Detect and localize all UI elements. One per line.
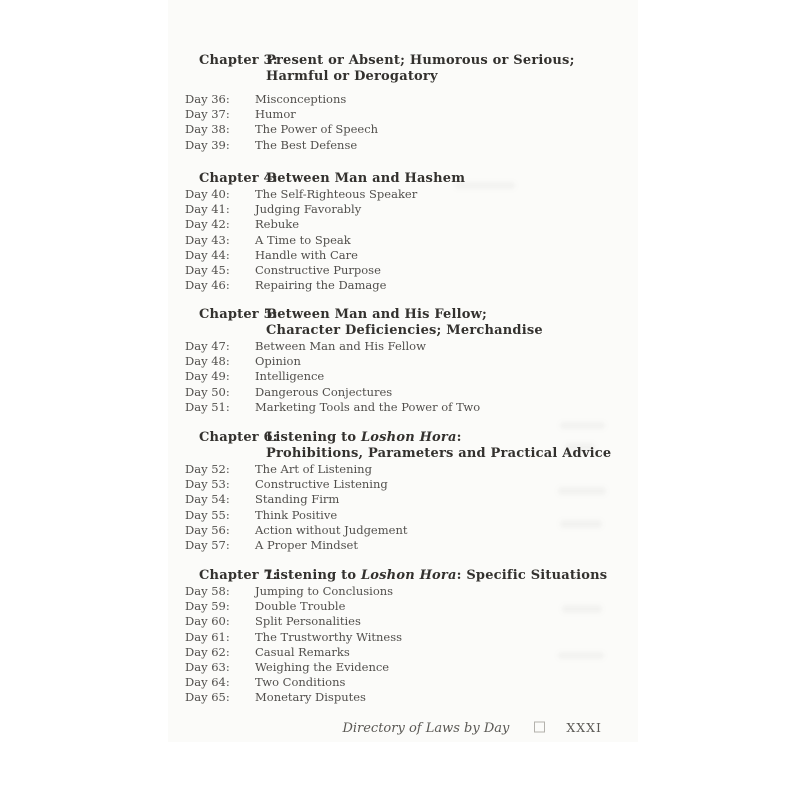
chapter-title-segment: Between Man and Hashem (266, 171, 466, 186)
day-list (185, 584, 627, 706)
chapter-title (266, 307, 627, 339)
day-title: A Proper Mindset (255, 538, 358, 553)
chapter-section (185, 53, 627, 153)
day-number: Day 54: (185, 492, 230, 507)
day-list (185, 187, 627, 293)
day-row (185, 538, 627, 553)
chapter-section (185, 568, 627, 706)
day-row (185, 202, 627, 217)
book-page (185, 0, 627, 800)
day-row (185, 660, 627, 675)
day-number: Day 41: (185, 202, 230, 217)
day-row (185, 217, 627, 232)
day-number: Day 48: (185, 354, 230, 369)
day-title: Humor (255, 107, 296, 122)
day-row (185, 385, 627, 400)
day-title: Constructive Purpose (255, 263, 381, 278)
open-square-icon (534, 722, 545, 733)
day-number: Day 65: (185, 690, 230, 705)
chapter-section (185, 307, 627, 415)
day-title: Casual Remarks (255, 644, 350, 659)
day-title: Repairing the Damage (255, 278, 387, 293)
chapter-heading (199, 430, 627, 462)
day-row (185, 508, 627, 523)
chapter-title-segment: : (456, 430, 462, 445)
day-title: The Self-Righteous Speaker (255, 187, 418, 201)
day-row (185, 107, 627, 122)
day-row (185, 263, 627, 278)
day-title: Action without Judgement (255, 522, 408, 537)
day-number: Day 52: (185, 462, 230, 476)
day-number: Day 47: (185, 339, 230, 353)
day-number: Day 49: (185, 369, 230, 384)
chapter-label: Chapter 6: (199, 430, 278, 445)
day-title: Dangerous Conjectures (255, 384, 393, 399)
day-number: Day 58: (185, 584, 230, 598)
chapter-heading (199, 307, 627, 339)
chapter-title (266, 53, 627, 85)
day-row (185, 354, 627, 369)
day-row (185, 278, 627, 293)
chapter-title-segment: Between Man and His Fellow; (266, 307, 488, 322)
chapter-title (266, 568, 627, 584)
day-number: Day 38: (185, 122, 230, 137)
chapter-title-segment: Present or Absent; Humorous or Serious; (266, 53, 575, 68)
day-title: Marketing Tools and the Power of Two (255, 399, 481, 414)
chapter-section (185, 171, 627, 293)
footer-book-title: Directory of Laws by Day (342, 721, 510, 736)
chapter-section (185, 430, 627, 553)
day-number: Day 36: (185, 92, 230, 106)
day-title: Split Personalities (255, 614, 361, 629)
day-number: Day 62: (185, 644, 230, 659)
day-row (185, 462, 627, 477)
day-title: Rebuke (255, 217, 300, 232)
day-row (185, 523, 627, 538)
day-row (185, 92, 627, 107)
day-number: Day 55: (185, 507, 230, 522)
chapter-heading (199, 171, 627, 187)
chapter-title-segment: Listening to (266, 568, 361, 583)
chapter-title-italic-segment: Loshon Hora (360, 430, 457, 445)
day-number: Day 53: (185, 477, 230, 492)
day-row (185, 675, 627, 690)
day-number: Day 63: (185, 660, 230, 675)
day-row (185, 400, 627, 415)
day-row (185, 690, 627, 705)
footer-page-number: XXXI (566, 720, 602, 735)
day-title: Standing Firm (255, 492, 340, 507)
day-title: Think Positive (255, 507, 338, 522)
day-title: Jumping to Conclusions (255, 584, 394, 598)
chapter-title (266, 171, 627, 187)
day-row (185, 369, 627, 384)
day-number: Day 42: (185, 217, 230, 232)
chapter-label: Chapter 7: (199, 568, 278, 583)
day-row (185, 138, 627, 153)
day-row (185, 187, 627, 202)
day-title: Handle with Care (255, 247, 358, 262)
chapter-title-italic-segment: Loshon Hora (360, 568, 457, 583)
day-list (185, 92, 627, 153)
day-number: Day 37: (185, 107, 230, 122)
day-row (185, 614, 627, 629)
chapter-title-segment: : Specific Situations (456, 568, 608, 583)
day-title: Two Conditions (255, 675, 346, 690)
day-row (185, 233, 627, 248)
day-row (185, 248, 627, 263)
day-title: Opinion (255, 354, 301, 369)
page-footer (185, 720, 627, 737)
day-number: Day 59: (185, 599, 230, 614)
day-list (185, 462, 627, 553)
day-title: The Best Defense (255, 137, 358, 152)
day-row (185, 630, 627, 645)
chapter-title-segment: Prohibitions, Parameters and Practical Advice (266, 446, 612, 461)
chapter-title-line (266, 446, 627, 462)
day-title: Double Trouble (255, 599, 346, 614)
day-number: Day 51: (185, 399, 230, 414)
day-number: Day 60: (185, 614, 230, 629)
chapter-title (266, 430, 627, 462)
chapter-label: Chapter 4: (199, 171, 278, 186)
day-row (185, 492, 627, 507)
day-number: Day 44: (185, 247, 230, 262)
chapter-heading (199, 568, 627, 584)
day-number: Day 43: (185, 232, 230, 247)
day-title: Intelligence (255, 369, 325, 384)
day-title: The Trustworthy Witness (255, 629, 403, 644)
day-title: Between Man and His Fellow (255, 339, 426, 353)
chapter-title-line (266, 171, 627, 187)
chapter-title-line (266, 69, 627, 85)
day-row (185, 584, 627, 599)
day-number: Day 39: (185, 137, 230, 152)
chapter-title-segment: Listening to (266, 430, 361, 445)
day-number: Day 64: (185, 675, 230, 690)
day-title: The Art of Listening (255, 462, 372, 476)
day-number: Day 50: (185, 384, 230, 399)
chapter-title-segment: Character Deficiencies; Merchandise (266, 323, 543, 338)
day-list (185, 339, 627, 415)
day-title: The Power of Speech (255, 122, 379, 137)
chapter-title-segment: Harmful or Derogatory (266, 69, 438, 84)
chapter-heading (199, 53, 627, 85)
day-title: Weighing the Evidence (255, 660, 390, 675)
chapter-title-line (266, 430, 627, 446)
day-row (185, 645, 627, 660)
day-title: Constructive Listening (255, 477, 388, 492)
day-title: A Time to Speak (255, 232, 351, 247)
day-row (185, 477, 627, 492)
day-number: Day 61: (185, 629, 230, 644)
day-title: Monetary Disputes (255, 690, 366, 705)
day-number: Day 46: (185, 278, 230, 293)
chapter-label: Chapter 3: (199, 53, 278, 68)
chapter-title-line (266, 53, 627, 69)
day-number: Day 56: (185, 522, 230, 537)
day-row (185, 339, 627, 354)
day-title: Misconceptions (255, 92, 347, 106)
day-number: Day 40: (185, 187, 230, 201)
chapter-title-line (266, 568, 627, 584)
day-number: Day 57: (185, 538, 230, 553)
chapter-title-line (266, 307, 627, 323)
day-number: Day 45: (185, 263, 230, 278)
day-title: Judging Favorably (255, 202, 362, 217)
day-row (185, 122, 627, 137)
chapter-label: Chapter 5: (199, 307, 278, 322)
chapter-title-line (266, 323, 627, 339)
day-row (185, 599, 627, 614)
